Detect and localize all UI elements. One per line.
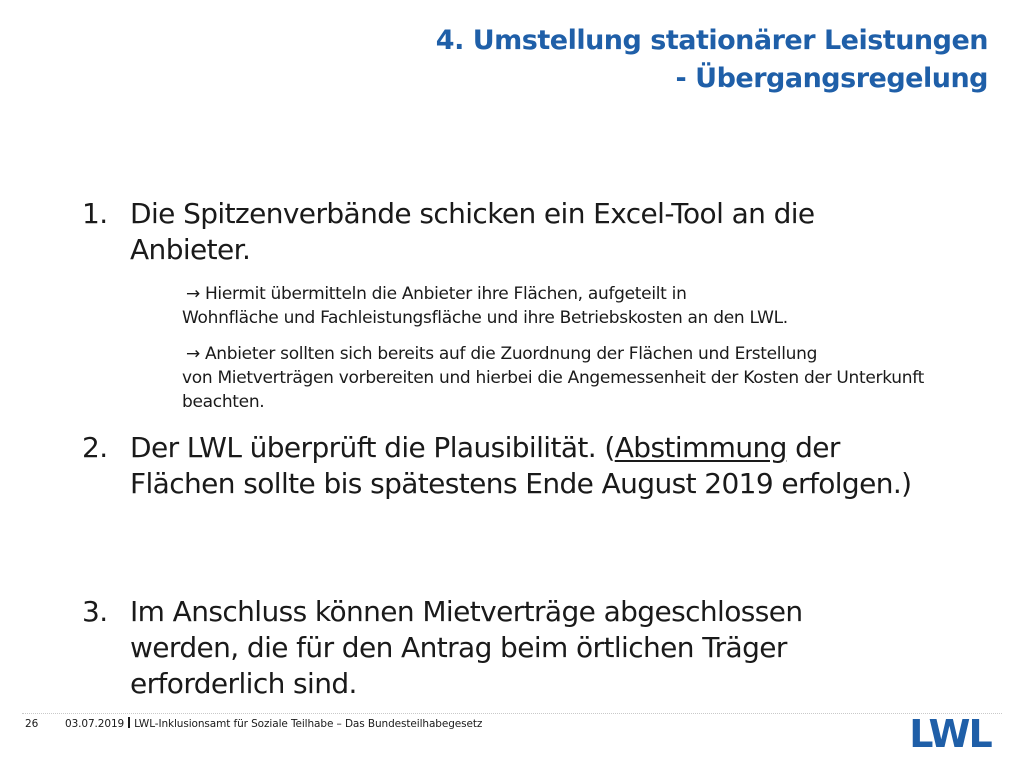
slide-title-line-1: 4. Umstellung stationärer Leistungen [435, 25, 988, 56]
sub-point-text-line: Anbieter sollten sich bereits auf die Zuordnung der Flächen und Erstellung [204, 344, 818, 364]
list-item-number: 3. [82, 595, 108, 628]
list-item-number: 1. [82, 197, 108, 230]
list-item-text [130, 430, 950, 502]
footer-divider [22, 713, 1002, 714]
arrow-icon: → [186, 284, 200, 304]
list-item-number: 2. [82, 431, 108, 464]
sub-point-1 [182, 282, 972, 330]
list-item-text: Im Anschluss können Mietverträge abgeschlossen werden, die für den Antrag beim örtlichen Träger erforderlich sind. [130, 595, 803, 700]
slide-title-line-2: - Übergangsregelung [675, 63, 988, 94]
list-item-text: Die Spitzenverbände schicken ein Excel-Tool an die Anbieter. [130, 197, 815, 266]
list-item-text-part: der Flächen sollte bis spätestens Ende August 2019 erfolgen.) [130, 431, 912, 500]
sub-point-text-line: Hiermit übermitteln die Anbieter ihre Flächen, aufgeteilt in [204, 284, 687, 304]
lwl-logo [904, 712, 996, 752]
footer-text: LWL-Inklusionsamt für Soziale Teilhabe – Das Bundesteilhabegesetz [134, 718, 483, 730]
footer [25, 717, 482, 730]
footer-separator [128, 717, 130, 728]
arrow-icon: → [186, 344, 200, 364]
slide-title [436, 22, 988, 98]
footer-date: 03.07.2019 [65, 718, 125, 730]
sub-point-text-rest: Wohnfläche und Fachleistungsfläche und ihre Betriebskosten an den LWL. [182, 308, 788, 328]
page-number: 26 [25, 718, 39, 730]
lwl-logo-text: LWL [909, 712, 991, 752]
sub-point-2 [182, 342, 972, 414]
underlined-word: Abstimmung [614, 431, 787, 464]
list-item-1 [82, 196, 962, 268]
sub-point-text-rest: von Mietverträgen vorbereiten und hierbei die Angemessenheit der Kosten der Unterkunft beachten. [182, 368, 924, 412]
list-item-3 [82, 594, 962, 702]
list-item-text-part: Der LWL überprüft die Plausibilität. ( [130, 431, 615, 464]
list-item-2 [82, 430, 962, 502]
